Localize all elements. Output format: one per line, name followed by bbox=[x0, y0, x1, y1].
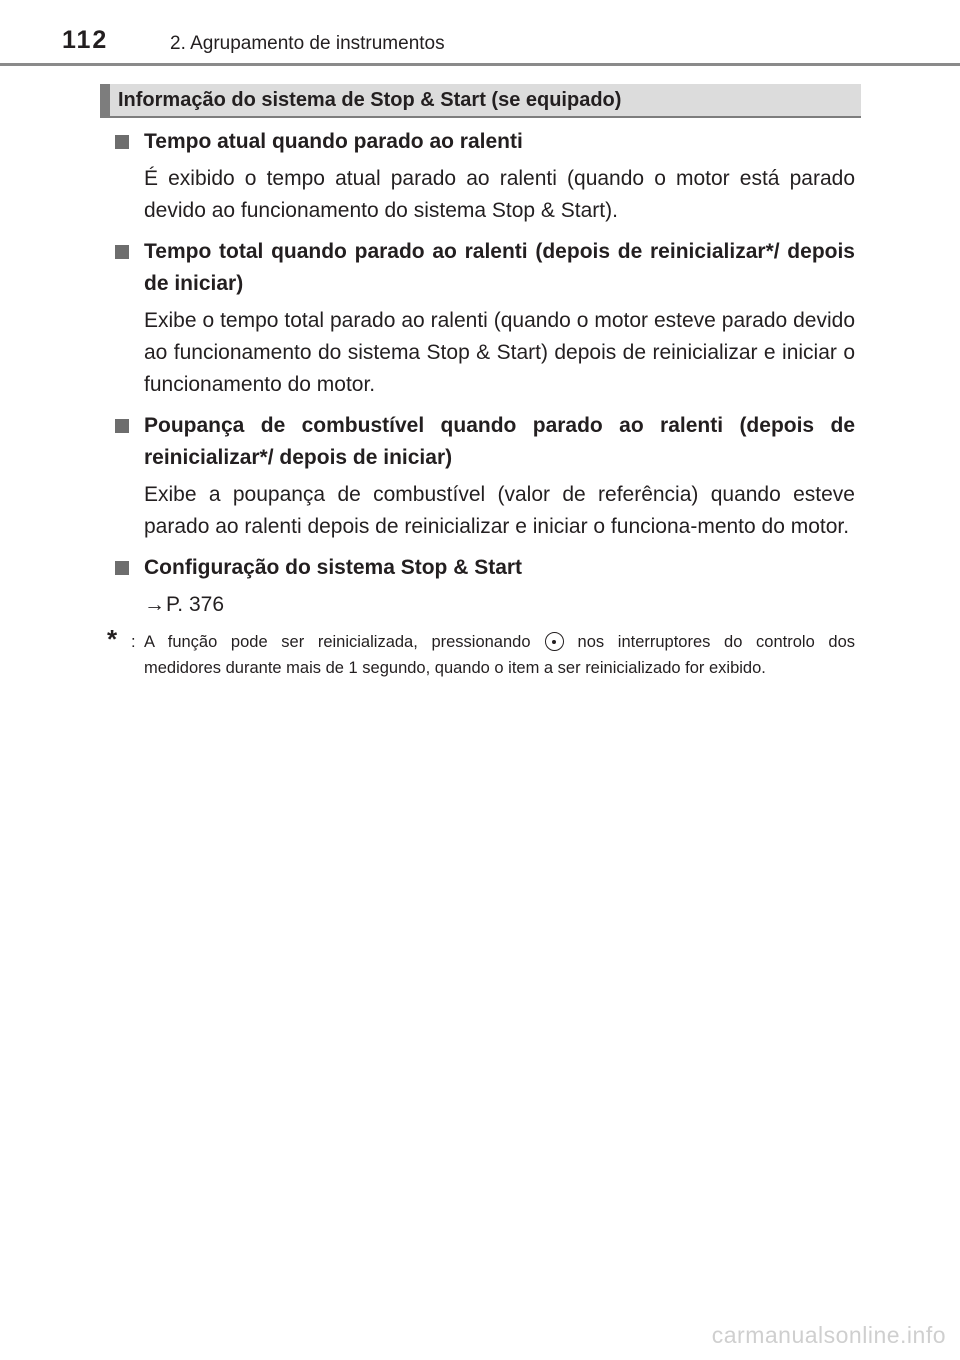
footnote-text-before: A função pode ser reinicializada, pressionando bbox=[144, 633, 531, 651]
list-item bbox=[115, 126, 855, 227]
footnote-mark: * bbox=[107, 624, 118, 654]
footnote bbox=[107, 624, 855, 681]
main-content bbox=[107, 126, 855, 681]
item-heading-text: Tempo total quando parado ao ralenti (depois de reinicializar*/ depois de iniciar) bbox=[144, 240, 855, 295]
arrow-right-icon: → bbox=[144, 593, 165, 616]
page-reference-label: P. 376 bbox=[166, 593, 225, 616]
item-heading-text: Configuração do sistema Stop & Start bbox=[144, 556, 523, 579]
item-heading bbox=[115, 410, 855, 474]
section-title-bar bbox=[100, 84, 861, 118]
page-header bbox=[0, 0, 960, 70]
watermark: carmanualsonline.info bbox=[711, 1322, 946, 1348]
list-item bbox=[115, 410, 855, 543]
item-body: Exibe a poupança de combustível (valor de referência) quando esteve parado ao ralenti depois de reinicializar e iniciar o funciona-mento do motor. bbox=[144, 483, 855, 538]
item-heading-text: Poupança de combustível quando parado ao ralenti (depois de reinicializar*/ depois de iniciar) bbox=[144, 414, 855, 469]
square-bullet-icon bbox=[115, 561, 129, 575]
list-item bbox=[115, 236, 855, 401]
square-bullet-icon bbox=[115, 419, 129, 433]
ok-button-icon bbox=[545, 632, 564, 651]
chapter-title: 2. Agrupamento de instrumentos bbox=[170, 33, 445, 54]
item-heading bbox=[115, 552, 855, 584]
item-heading bbox=[115, 236, 855, 300]
section-title: Informação do sistema de Stop & Start (se equipado) bbox=[118, 89, 622, 111]
page-reference[interactable] bbox=[144, 589, 855, 621]
item-body: É exibido o tempo atual parado ao ralenti (quando o motor está parado devido ao funcionamento do sistema Stop & Start). bbox=[144, 167, 855, 222]
page-number: 112 bbox=[62, 26, 109, 54]
item-heading-text: Tempo atual quando parado ao ralenti bbox=[144, 130, 523, 153]
square-bullet-icon bbox=[115, 245, 129, 259]
header-divider bbox=[0, 63, 960, 66]
item-heading bbox=[115, 126, 855, 158]
footnote-text-after: nos interruptores do controlo dos medidores durante mais de 1 segundo, quando o item a ser reinicializado for exibido. bbox=[144, 633, 855, 677]
item-body: Exibe o tempo total parado ao ralenti (quando o motor esteve parado devido ao funcionamento do sistema Stop & Start) depois de reinicializar e iniciar o funcionamento do motor. bbox=[144, 309, 855, 396]
footnote-colon: : bbox=[131, 633, 136, 651]
square-bullet-icon bbox=[115, 135, 129, 149]
list-item bbox=[115, 552, 855, 621]
